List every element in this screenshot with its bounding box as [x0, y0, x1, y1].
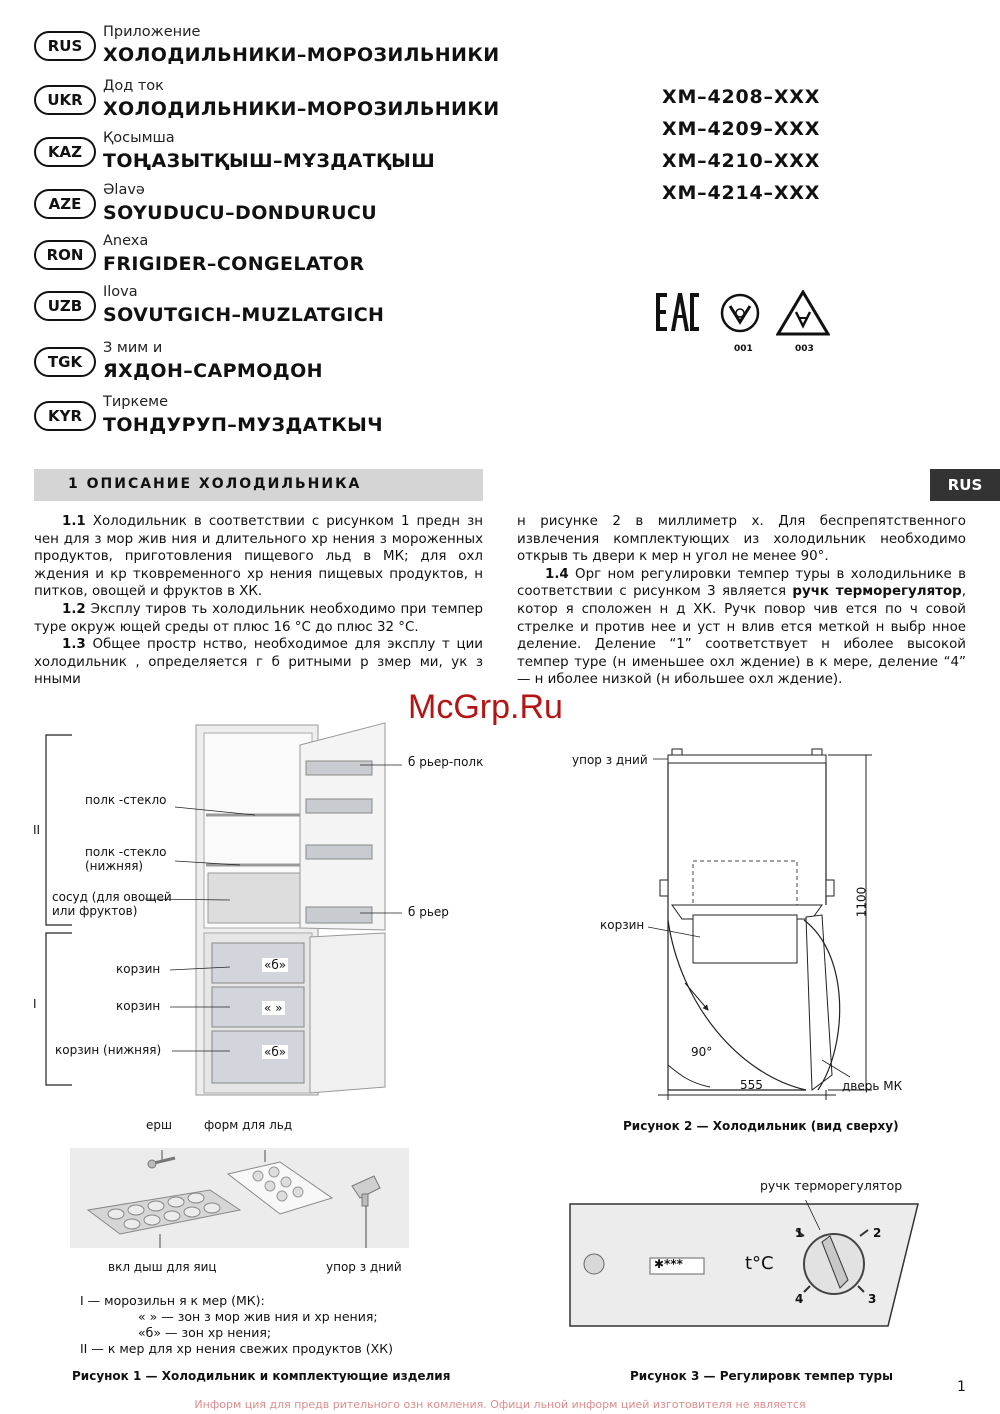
- conformity-triangle-mark-icon: [776, 290, 830, 336]
- paragraph-text: Орг ном регулировки темпер туры в холодильнике в соответствии с рисунком 3 является: [517, 566, 966, 600]
- dial-mark: 1: [795, 1226, 804, 1240]
- lang-row-aze: [34, 182, 494, 234]
- fridge-illustration: [0, 715, 480, 1125]
- figure-1-fridge: [0, 715, 484, 1125]
- label-basket-low: корзин (нижняя): [55, 1043, 162, 1057]
- section-title: 1 ОПИСАНИЕ ХОЛОДИЛЬНИКА: [68, 476, 362, 492]
- model-number: ХМ–4210–ХХХ: [662, 150, 821, 172]
- legend-line: I — морозильн я к мер (МК):: [80, 1293, 265, 1308]
- label-ice-form: форм для льд: [204, 1118, 293, 1132]
- lang-subtitle: Тиркеме: [103, 394, 169, 410]
- label-angle: 90°: [691, 1045, 713, 1059]
- dial-mark: 2: [873, 1226, 882, 1240]
- lang-row-rus: [34, 24, 500, 76]
- paragraph-number: 1.2: [62, 601, 86, 617]
- temperature-symbol: t°C: [745, 1253, 774, 1274]
- section-marker: I: [33, 997, 37, 1011]
- label-glass-shelf-low: полк -стекло (нижняя): [85, 845, 167, 873]
- paragraph-1-3: [34, 636, 483, 689]
- lang-title: FRIGIDER–CONGELATOR: [103, 253, 365, 275]
- text-column-left: [34, 513, 483, 689]
- lang-title: SOVUTGICH–MUZLATGICH: [103, 304, 385, 326]
- zone-label: « »: [264, 1001, 283, 1015]
- lang-row-ukr: [34, 78, 500, 130]
- model-number: ХМ–4214–ХХХ: [662, 182, 821, 204]
- paragraph-1-4: [517, 566, 966, 689]
- thermostat-panel: [568, 1200, 920, 1330]
- paragraph-number: 1.4: [545, 566, 569, 582]
- lang-badge: KAZ: [34, 137, 96, 167]
- lang-badge: UZB: [34, 291, 96, 321]
- paragraph-text: Общее простр нство, необходимое для эксплу т ции холодильник , определяется г б ритными р змер ми, ук з нными: [34, 637, 483, 688]
- lang-row-uzb: [34, 284, 494, 336]
- lang-row-ron: [34, 233, 494, 285]
- cert-code-2: 003: [795, 344, 814, 354]
- paragraph-text: , котор я сположен н д ХК. Ручк повор чив ется по ч совой стрелке и против нее и уст н влив ется меткой н выбр нное деление. Деление “1” соответствует н иболее высокой темпер туре (н именьшее охл ждение) в к мере, деление “4” — н иболее низкой (н ибольшее охл ждение).: [517, 584, 966, 688]
- paragraph-number: 1.3: [62, 637, 86, 653]
- lang-title: ЯХДОН–САРМОДОН: [103, 360, 323, 382]
- legend-line: « » — зон з мор жив ния и хр нения;: [138, 1309, 378, 1324]
- label-barrier: б рьер: [408, 905, 449, 919]
- figure-3-caption: Рисунок 3 — Регулировк темпер туры: [630, 1369, 893, 1383]
- ice-form-icon: [228, 1162, 332, 1214]
- figure-1-caption: Рисунок 1 — Холодильник и комплектующие изделия: [72, 1369, 451, 1383]
- zone-label: «б»: [264, 1045, 287, 1059]
- lang-badge: AZE: [34, 189, 96, 219]
- figure-1-legend: [80, 1293, 393, 1357]
- freezer-stars: ✱***: [654, 1257, 683, 1271]
- lang-title: ТОНДУРУП–МУЗДАТКЫЧ: [103, 414, 383, 436]
- paragraph-text: Холодильник в соответствии с рисунком 1 предн зн чен для з мор жив ния и длительного хр нения з мороженных продуктов, приготовления пищевого льд в МК; для охл ждения и кр тковременного хр нения пищевых продуктов, н питков, овощей и фруктов в ХК.: [34, 514, 483, 600]
- label-basket: корзин: [116, 999, 161, 1013]
- lang-title: ХОЛОДИЛЬНИКИ–МОРОЗИЛЬНИКИ: [103, 98, 500, 120]
- lang-title: ХОЛОДИЛЬНИКИ–МОРОЗИЛЬНИКИ: [103, 44, 500, 66]
- section-marker: II: [33, 823, 41, 837]
- section-header: [34, 469, 483, 501]
- legend-line: II — к мер для хр нения свежих продуктов (ХК): [80, 1341, 393, 1356]
- accessories-panel: [70, 1148, 409, 1248]
- text-column-right: [517, 513, 966, 689]
- dial-mark: 4: [795, 1292, 804, 1306]
- lang-row-tgk: [34, 340, 494, 392]
- paragraph-emphasis: ручк терморегулятор: [792, 584, 962, 600]
- lang-row-kaz: [34, 130, 494, 182]
- page-number: 1: [957, 1379, 966, 1395]
- figure-2-top-view: [560, 745, 903, 1105]
- lang-badge: KYR: [34, 401, 96, 431]
- lang-subtitle: З мим и: [103, 340, 163, 356]
- dial-mark: 3: [868, 1292, 877, 1306]
- paragraph-text: Эксплу тиров ть холодильник необходимо при темпер туре окруж ющей среды от плюс 16 °С до плюс 32 °С.: [34, 601, 483, 635]
- label-brush: ерш: [146, 1118, 172, 1132]
- label-door: дверь МК: [842, 1079, 903, 1093]
- lang-title: ТОҢАЗЫТҚЫШ–МҰЗДАТҚЫШ: [103, 150, 436, 172]
- label-barrier-shelf: б рьер-полк: [408, 755, 484, 769]
- paragraph-1-3-cont: н рисунке 2 в миллиметр х. Для беспрепятственного извлечения комплектующих из холодильник необходимо открыв ть двери к мер н угол не менее 90°.: [517, 514, 966, 565]
- lang-subtitle: Дод ток: [103, 78, 164, 94]
- legend-line: «б» — зон хр нения;: [138, 1325, 272, 1340]
- language-tab: RUS: [930, 469, 1000, 501]
- label-thermostat-knob: ручк терморегулятор: [760, 1178, 903, 1193]
- paragraph-1-1: [34, 513, 483, 601]
- label-basket: корзин: [600, 918, 645, 932]
- lang-badge: RON: [34, 240, 96, 270]
- lang-subtitle: Қосымша: [103, 130, 175, 146]
- cert-code-1: 001: [734, 344, 753, 354]
- lang-subtitle: Anexa: [103, 233, 149, 249]
- model-number: ХМ–4208–ХХХ: [662, 86, 821, 108]
- label-rear-stop: упор з дний: [326, 1260, 402, 1274]
- dimension-depth: 1100: [854, 886, 869, 918]
- dimension-width: 555: [740, 1078, 763, 1092]
- label-egg-insert: вкл дыш для яиц: [108, 1260, 217, 1274]
- ua-conformity-mark-icon: [718, 292, 762, 334]
- lang-subtitle: Ilova: [103, 284, 138, 300]
- lang-subtitle: Əlavə: [103, 182, 145, 198]
- lang-title: SOYUDUCU–DONDURUCU: [103, 202, 378, 224]
- label-rear-stop: упор з дний: [572, 753, 648, 767]
- eac-mark-icon: [654, 290, 700, 334]
- lang-badge: TGK: [34, 347, 96, 377]
- model-number: ХМ–4209–ХХХ: [662, 118, 821, 140]
- zone-label: «б»: [264, 958, 287, 972]
- paragraph-number: 1.1: [62, 514, 86, 529]
- indicator-lamp-icon: [584, 1254, 604, 1274]
- label-basket: корзин: [116, 962, 161, 976]
- lang-badge: RUS: [34, 31, 96, 61]
- figure-2-caption: Рисунок 2 — Холодильник (вид сверху): [623, 1119, 899, 1133]
- label-glass-shelf: полк -стекло: [85, 793, 167, 807]
- paragraph-1-2: [34, 601, 483, 636]
- label-vessel: сосуд (для овощей или фруктов): [52, 890, 172, 918]
- lang-badge: UKR: [34, 85, 96, 115]
- lang-row-kyr: [34, 394, 494, 446]
- footer-disclaimer: Информ ция для предв рительного озн комления. Офици льной информ цией изготовителя не является: [194, 1398, 806, 1411]
- watermark: McGrp.Ru: [408, 688, 563, 726]
- lang-subtitle: Приложение: [103, 24, 201, 40]
